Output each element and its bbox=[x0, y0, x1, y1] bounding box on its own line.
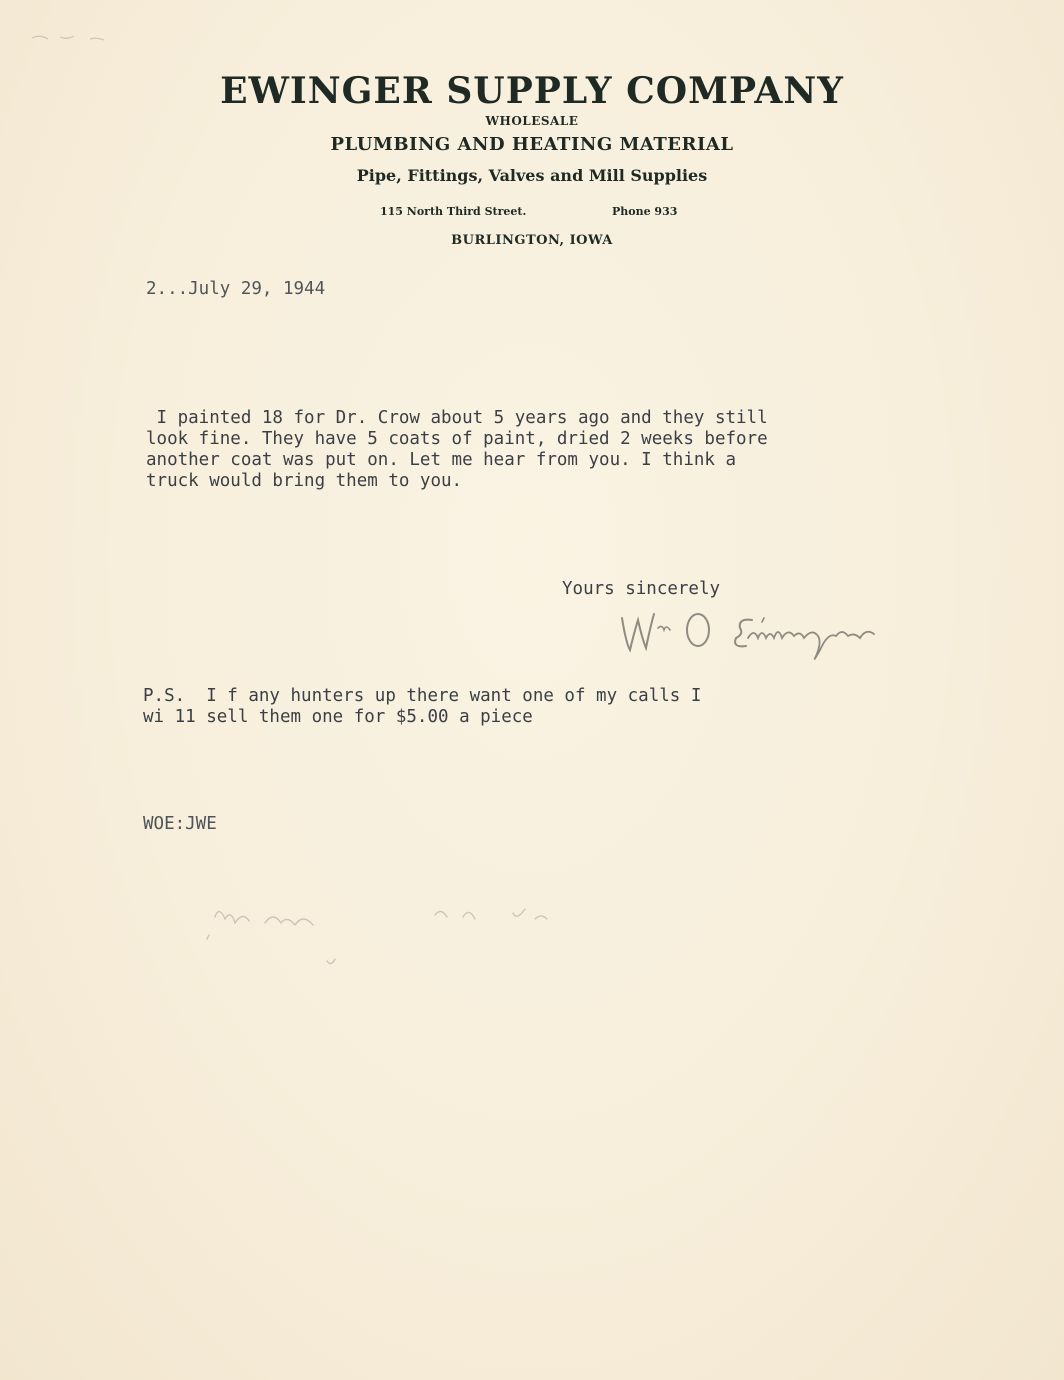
phone-number: Phone 933 bbox=[612, 205, 678, 218]
handwritten-signature bbox=[612, 598, 912, 668]
products-line: Pipe, Fittings, Valves and Mill Supplies bbox=[356, 166, 708, 185]
business-line: PLUMBING AND HEATING MATERIAL bbox=[330, 134, 734, 155]
postscript: P.S. I f any hunters up there want one of my calls I wi 11 sell them one for $5.00 a piece bbox=[143, 686, 702, 727]
city-state: BURLINGTON, IOWA bbox=[451, 233, 613, 248]
faint-pencil-marks bbox=[195, 895, 565, 970]
paper-smudge bbox=[30, 30, 120, 46]
letter-date: 2...July 29, 1944 bbox=[146, 279, 326, 299]
wholesale-label: WHOLESALE bbox=[485, 114, 579, 128]
street-address: 115 North Third Street. bbox=[380, 205, 527, 218]
letter-body: I painted 18 for Dr. Crow about 5 years ago and they still look fine. They have 5 coats of paint, dried 2 weeks before another coat was put on. Let me hear from you. I think a truck would bring them to you. bbox=[146, 408, 768, 491]
letter-closing: Yours sincerely bbox=[562, 579, 721, 599]
company-name: EWINGER SUPPLY COMPANY bbox=[220, 70, 844, 112]
reference-initials: WOE:JWE bbox=[143, 814, 217, 834]
